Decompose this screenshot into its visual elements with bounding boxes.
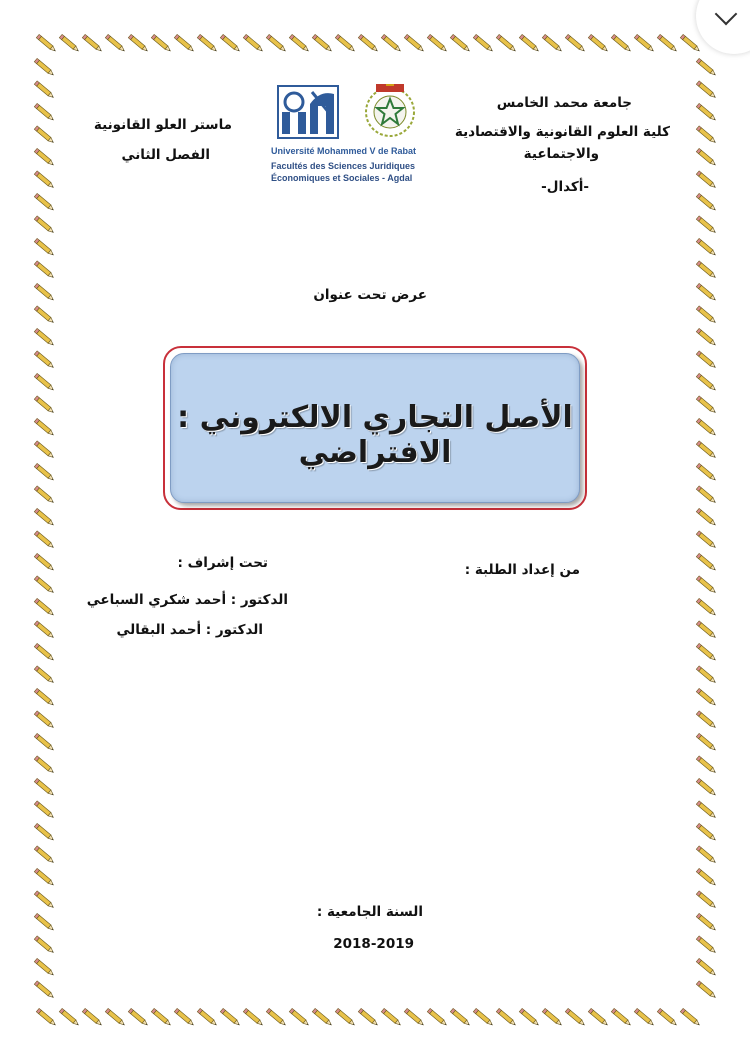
- pencil-border-ornament: [696, 103, 716, 121]
- pencil-border-ornament: [34, 936, 54, 954]
- pencil-border-ornament: [696, 958, 716, 976]
- pencil-border-ornament: [82, 34, 102, 52]
- pencil-border-ornament: [128, 34, 148, 52]
- pencil-border-ornament: [34, 171, 54, 189]
- pencil-border-ornament: [34, 913, 54, 931]
- pencil-border-ornament: [696, 823, 716, 841]
- pencil-border-ornament: [696, 418, 716, 436]
- pencil-border-ornament: [34, 261, 54, 279]
- pencil-border-ornament: [696, 868, 716, 886]
- pencil-border-ornament: [611, 34, 631, 52]
- pencil-border-ornament: [34, 306, 54, 324]
- pencil-border-ornament: [34, 351, 54, 369]
- pencil-border-ornament: [450, 1008, 470, 1026]
- pencil-border-ornament: [696, 441, 716, 459]
- title-panel: [170, 353, 580, 503]
- pencil-border-ornament: [696, 981, 716, 999]
- pencil-border-ornament: [696, 598, 716, 616]
- university-name: جامعة محمد الخامس: [496, 95, 632, 111]
- pencil-border-ornament: [34, 396, 54, 414]
- pencil-border-ornament: [312, 34, 332, 52]
- pencil-border-ornament: [696, 711, 716, 729]
- pencil-border-ornament: [496, 34, 516, 52]
- university-logo-icon: [276, 84, 432, 148]
- pencil-border-ornament: [427, 1008, 447, 1026]
- pencil-border-ornament: [289, 1008, 309, 1026]
- pencil-border-ornament: [634, 34, 654, 52]
- pencil-border-ornament: [243, 34, 263, 52]
- logo-line-3: Économiques et Sociales - Agdal: [271, 173, 413, 183]
- faculty-line-2: والاجتماعية: [523, 146, 599, 162]
- pencil-border-ornament: [696, 238, 716, 256]
- pencil-border-ornament: [34, 531, 54, 549]
- campus-name: -أكدال-: [541, 179, 589, 195]
- pencil-border-ornament: [151, 34, 171, 52]
- pencil-border-ornament: [34, 598, 54, 616]
- pencil-border-ornament: [696, 643, 716, 661]
- pencil-border-ornament: [473, 34, 493, 52]
- pencil-border-ornament: [34, 238, 54, 256]
- pencil-border-ornament: [696, 148, 716, 166]
- pencil-border-ornament: [427, 34, 447, 52]
- pencil-border-ornament: [34, 621, 54, 639]
- academic-year: 2018-2019: [333, 936, 414, 952]
- pencil-border-ornament: [696, 216, 716, 234]
- pencil-border-ornament: [381, 34, 401, 52]
- pencil-border-ornament: [696, 171, 716, 189]
- pencil-border-ornament: [34, 846, 54, 864]
- pencil-border-ornament: [542, 1008, 562, 1026]
- pencil-border-ornament: [174, 34, 194, 52]
- pencil-border-ornament: [34, 463, 54, 481]
- pencil-border-ornament: [696, 373, 716, 391]
- pencil-border-ornament: [611, 1008, 631, 1026]
- faculty-line-1: كلية العلوم القانونية والاقتصادية: [454, 124, 670, 140]
- master-program: ماستر العلو القانونية: [93, 117, 232, 133]
- title-box: [163, 346, 587, 510]
- pencil-border-ornament: [696, 193, 716, 211]
- pencil-border-ornament: [197, 34, 217, 52]
- pencil-border-ornament: [34, 508, 54, 526]
- pencil-border-ornament: [358, 1008, 378, 1026]
- pencil-border-ornament: [381, 1008, 401, 1026]
- pencil-border-ornament: [105, 34, 125, 52]
- pencil-border-ornament: [404, 34, 424, 52]
- pencil-border-ornament: [266, 1008, 286, 1026]
- pencil-border-ornament: [696, 846, 716, 864]
- pencil-border-ornament: [696, 801, 716, 819]
- pencil-border-ornament: [588, 1008, 608, 1026]
- pencil-border-ornament: [34, 733, 54, 751]
- supervisor-2: الدكتور : أحمد البقالي: [116, 622, 263, 638]
- academic-year-label: السنة الجامعية :: [316, 904, 423, 920]
- pencil-border-ornament: [243, 1008, 263, 1026]
- logo-line-1: Université Mohammed V de Rabat: [271, 146, 417, 156]
- pencil-border-ornament: [36, 1008, 56, 1026]
- pencil-border-ornament: [151, 1008, 171, 1026]
- pencil-border-ornament: [657, 1008, 677, 1026]
- pencil-border-ornament: [450, 34, 470, 52]
- pencil-border-ornament: [197, 1008, 217, 1026]
- pencil-border-ornament: [34, 823, 54, 841]
- pencil-border-ornament: [34, 373, 54, 391]
- pencil-border-ornament: [174, 1008, 194, 1026]
- prepared-by-label: من إعداد الطلبة :: [464, 562, 580, 578]
- pencil-border-ornament: [34, 711, 54, 729]
- pencil-border-ornament: [34, 666, 54, 684]
- pencil-border-ornament: [696, 486, 716, 504]
- pencil-border-ornament: [696, 553, 716, 571]
- pencil-border-ornament: [34, 778, 54, 796]
- pencil-border-ornament: [220, 34, 240, 52]
- pencil-border-ornament: [696, 621, 716, 639]
- supervisor-1: الدكتور : أحمد شكري السباعي: [86, 592, 288, 608]
- pencil-border-ornament: [680, 1008, 700, 1026]
- pencil-border-ornament: [312, 1008, 332, 1026]
- pencil-border-ornament: [34, 148, 54, 166]
- pencil-border-ornament: [542, 34, 562, 52]
- pencil-border-ornament: [696, 463, 716, 481]
- pencil-border-ornament: [59, 1008, 79, 1026]
- pencil-border-ornament: [588, 34, 608, 52]
- pencil-border-ornament: [34, 58, 54, 76]
- pencil-border-ornament: [696, 913, 716, 931]
- pencil-border-ornament: [34, 801, 54, 819]
- pencil-border-ornament: [565, 34, 585, 52]
- pencil-border-ornament: [128, 1008, 148, 1026]
- pencil-border-ornament: [34, 81, 54, 99]
- pencil-border-ornament: [696, 756, 716, 774]
- pencil-border-ornament: [404, 1008, 424, 1026]
- pencil-border-ornament: [696, 261, 716, 279]
- pencil-border-ornament: [696, 891, 716, 909]
- pencil-border-ornament: [696, 733, 716, 751]
- pencil-border-ornament: [34, 486, 54, 504]
- pencil-border-ornament: [34, 328, 54, 346]
- pencil-border-ornament: [34, 756, 54, 774]
- pencil-border-ornament: [36, 34, 56, 52]
- pencil-border-ornament: [34, 103, 54, 121]
- pencil-border-ornament: [34, 643, 54, 661]
- pencil-border-ornament: [220, 1008, 240, 1026]
- pencil-border-ornament: [335, 34, 355, 52]
- pencil-border-ornament: [82, 1008, 102, 1026]
- pencil-border-ornament: [680, 34, 700, 52]
- pencil-border-ornament: [519, 1008, 539, 1026]
- pencil-border-ornament: [696, 508, 716, 526]
- pencil-border-ornament: [696, 126, 716, 144]
- pencil-border-ornament: [34, 441, 54, 459]
- pencil-border-ornament: [565, 1008, 585, 1026]
- pencil-border-ornament: [519, 34, 539, 52]
- pencil-border-ornament: [34, 283, 54, 301]
- pencil-border-ornament: [34, 868, 54, 886]
- pencil-border-ornament: [34, 576, 54, 594]
- pencil-border-ornament: [696, 688, 716, 706]
- semester: الفصل الثاني: [121, 147, 210, 163]
- pencil-border-ornament: [696, 531, 716, 549]
- pencil-border-ornament: [473, 1008, 493, 1026]
- pencil-border-ornament: [696, 396, 716, 414]
- pencil-border-ornament: [696, 576, 716, 594]
- chevron-left-icon: [715, 3, 738, 26]
- pencil-border-ornament: [34, 126, 54, 144]
- pencil-border-ornament: [696, 81, 716, 99]
- pencil-border-ornament: [266, 34, 286, 52]
- pencil-border-ornament: [34, 981, 54, 999]
- pencil-border-ornament: [34, 688, 54, 706]
- presentation-label: عرض تحت عنوان: [313, 287, 427, 303]
- pencil-border-ornament: [289, 34, 309, 52]
- pencil-border-ornament: [657, 34, 677, 52]
- pencil-border-ornament: [696, 778, 716, 796]
- pencil-border-ornament: [34, 958, 54, 976]
- document-title: الأصل التجاري الالكتروني : الافتراضي: [177, 400, 573, 470]
- logo-line-2: Facultés des Sciences Juridiques: [271, 161, 416, 171]
- pencil-border-ornament: [59, 34, 79, 52]
- pencil-border-ornament: [634, 1008, 654, 1026]
- pencil-border-ornament: [696, 666, 716, 684]
- pencil-border-ornament: [358, 34, 378, 52]
- pencil-border-ornament: [696, 936, 716, 954]
- pencil-border-ornament: [696, 306, 716, 324]
- supervision-label: تحت إشراف :: [177, 555, 268, 571]
- pencil-border-ornament: [696, 283, 716, 301]
- pencil-border-ornament: [696, 58, 716, 76]
- pencil-border-ornament: [34, 216, 54, 234]
- pencil-border-ornament: [34, 553, 54, 571]
- pencil-border-ornament: [696, 351, 716, 369]
- pencil-border-ornament: [335, 1008, 355, 1026]
- pencil-border-ornament: [496, 1008, 516, 1026]
- pencil-border-ornament: [34, 193, 54, 211]
- pencil-border-ornament: [696, 328, 716, 346]
- pencil-border-ornament: [34, 891, 54, 909]
- pencil-border-ornament: [34, 418, 54, 436]
- pencil-border-ornament: [105, 1008, 125, 1026]
